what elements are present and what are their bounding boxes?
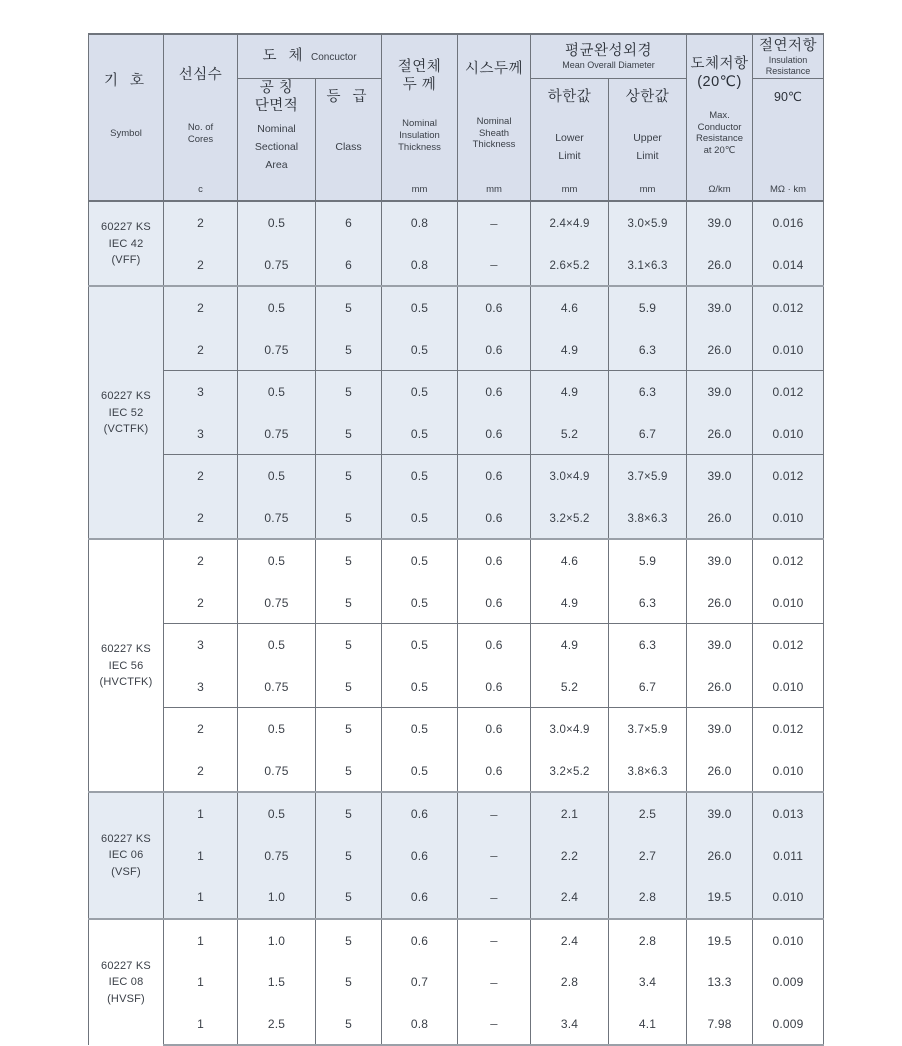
header-class: 등 급 bbox=[316, 79, 382, 116]
table-row bbox=[89, 539, 824, 582]
header-insulation-resistance-en-blank bbox=[753, 115, 824, 176]
cell-insulation-resistance: 0.012 bbox=[753, 624, 824, 666]
cell-upper-limit: 3.4 bbox=[609, 961, 687, 1003]
cell-lower-limit: 4.9 bbox=[531, 371, 609, 413]
cell-conductor-resistance: 26.0 bbox=[687, 582, 753, 624]
cell-class: 5 bbox=[316, 961, 382, 1003]
cell-class: 5 bbox=[316, 666, 382, 708]
cell-upper-limit: 3.8×6.3 bbox=[609, 497, 687, 540]
row-symbol-line: (VSF) bbox=[111, 865, 141, 878]
cell-conductor-resistance: 39.0 bbox=[687, 371, 753, 413]
row-symbol-line: (VFF) bbox=[111, 254, 141, 266]
row-symbol-line: (VCTFK) bbox=[103, 423, 149, 435]
header-upper-limit-en-text: Upper Limit bbox=[633, 131, 662, 162]
cell-nominal-sectional-area: 0.75 bbox=[238, 666, 316, 708]
header-lower-limit-en-text: Lower Limit bbox=[555, 131, 584, 162]
header-class-en: Class bbox=[316, 115, 382, 176]
cell-sheath-thickness: 0.6 bbox=[458, 497, 531, 540]
cell-sheath-thickness: – bbox=[458, 961, 531, 1003]
cell-lower-limit: 3.4 bbox=[531, 1003, 609, 1046]
cell-class: 5 bbox=[316, 582, 382, 624]
cell-sheath-thickness: – bbox=[458, 919, 531, 962]
header-conductor-resistance-en: Max. Conductor Resistance at 20℃ bbox=[696, 110, 744, 156]
table-row bbox=[89, 582, 824, 624]
cell-upper-limit: 3.7×5.9 bbox=[609, 455, 687, 497]
header-cores: 선심수 No. of Cores bbox=[164, 34, 238, 176]
unit-insulation-thickness: mm bbox=[382, 176, 458, 201]
cell-lower-limit: 2.4 bbox=[531, 919, 609, 962]
cell-insulation-resistance: 0.009 bbox=[753, 1003, 824, 1046]
cell-insulation-thickness: 0.6 bbox=[382, 835, 458, 877]
table-row bbox=[89, 244, 824, 287]
cell-cores: 3 bbox=[164, 413, 238, 455]
header-upper-limit: 상한값 bbox=[609, 79, 687, 116]
cell-cores: 3 bbox=[164, 371, 238, 413]
cell-cores: 2 bbox=[164, 244, 238, 287]
cell-lower-limit: 2.1 bbox=[531, 792, 609, 835]
cell-conductor-resistance: 26.0 bbox=[687, 497, 753, 540]
cell-upper-limit: 2.8 bbox=[609, 919, 687, 962]
cell-upper-limit: 6.7 bbox=[609, 666, 687, 708]
cell-conductor-resistance: 39.0 bbox=[687, 792, 753, 835]
table-row bbox=[89, 919, 824, 962]
header-conductor: 도 체 Concuctor bbox=[238, 34, 382, 79]
unit-class bbox=[316, 176, 382, 201]
cell-nominal-sectional-area: 0.5 bbox=[238, 201, 316, 244]
cell-lower-limit: 2.6×5.2 bbox=[531, 244, 609, 287]
cell-nominal-sectional-area: 0.5 bbox=[238, 624, 316, 666]
table-row bbox=[89, 286, 824, 329]
header-insulation-resistance-en: Insulation Resistance bbox=[765, 54, 811, 76]
header-symbol: 기 호 Symbol bbox=[89, 34, 164, 176]
row-symbol-line: 60227 KS bbox=[101, 390, 151, 402]
row-symbol bbox=[89, 919, 164, 1046]
cell-conductor-resistance: 39.0 bbox=[687, 455, 753, 497]
cell-insulation-resistance: 0.010 bbox=[753, 329, 824, 371]
cell-class: 5 bbox=[316, 624, 382, 666]
cell-nominal-sectional-area: 0.5 bbox=[238, 792, 316, 835]
cell-insulation-thickness: 0.8 bbox=[382, 1003, 458, 1046]
table-row bbox=[89, 497, 824, 540]
cell-insulation-resistance: 0.009 bbox=[753, 961, 824, 1003]
header-nominal-sectional-area-kr: 공 칭 단면적 bbox=[254, 80, 299, 115]
cell-cores: 3 bbox=[164, 624, 238, 666]
cell-conductor-resistance: 19.5 bbox=[687, 876, 753, 919]
cell-cores: 1 bbox=[164, 876, 238, 919]
cable-specification-table bbox=[88, 33, 824, 1046]
header-insulation-thickness-kr: 절연체 두 께 bbox=[397, 59, 442, 94]
cell-conductor-resistance: 7.98 bbox=[687, 1003, 753, 1046]
cell-nominal-sectional-area: 0.75 bbox=[238, 329, 316, 371]
cell-lower-limit: 2.4 bbox=[531, 876, 609, 919]
header-sheath-thickness: 시스두께 Nominal Sheath Thickness bbox=[458, 34, 531, 176]
cell-upper-limit: 6.3 bbox=[609, 624, 687, 666]
cell-sheath-thickness: – bbox=[458, 792, 531, 835]
cell-upper-limit: 6.3 bbox=[609, 582, 687, 624]
header-insulation-thickness-en: Nominal Insulation Thickness bbox=[398, 118, 441, 153]
unit-sheath-thickness: mm bbox=[458, 176, 531, 201]
cell-insulation-thickness: 0.5 bbox=[382, 750, 458, 793]
cell-cores: 2 bbox=[164, 329, 238, 371]
cell-lower-limit: 5.2 bbox=[531, 666, 609, 708]
cell-upper-limit: 6.7 bbox=[609, 413, 687, 455]
header-insulation-thickness bbox=[382, 34, 458, 176]
cell-sheath-thickness: – bbox=[458, 1003, 531, 1046]
cell-lower-limit: 4.9 bbox=[531, 329, 609, 371]
unit-symbol bbox=[89, 176, 164, 201]
header-cores-en: No. of Cores bbox=[187, 122, 214, 145]
cell-nominal-sectional-area: 0.5 bbox=[238, 539, 316, 582]
unit-conductor-resistance: Ω/km bbox=[687, 176, 753, 201]
row-symbol-line: IEC 42 bbox=[108, 237, 144, 250]
header-nominal-sectional-area bbox=[238, 79, 316, 116]
cell-class: 5 bbox=[316, 371, 382, 413]
cell-cores: 1 bbox=[164, 961, 238, 1003]
cell-lower-limit: 2.4×4.9 bbox=[531, 201, 609, 244]
cell-class: 5 bbox=[316, 919, 382, 962]
cell-sheath-thickness: 0.6 bbox=[458, 582, 531, 624]
unit-insulation-resistance: MΩ · km bbox=[753, 176, 824, 201]
cell-nominal-sectional-area: 0.5 bbox=[238, 286, 316, 329]
table-row bbox=[89, 666, 824, 708]
cell-nominal-sectional-area: 0.75 bbox=[238, 497, 316, 540]
table-row bbox=[89, 371, 824, 413]
cell-insulation-thickness: 0.7 bbox=[382, 961, 458, 1003]
table-row bbox=[89, 792, 824, 835]
cell-conductor-resistance: 26.0 bbox=[687, 666, 753, 708]
cell-conductor-resistance: 39.0 bbox=[687, 201, 753, 244]
cell-lower-limit: 4.6 bbox=[531, 286, 609, 329]
cell-insulation-resistance: 0.012 bbox=[753, 371, 824, 413]
cell-upper-limit: 3.0×5.9 bbox=[609, 201, 687, 244]
cell-class: 5 bbox=[316, 876, 382, 919]
table-row bbox=[89, 329, 824, 371]
cell-cores: 2 bbox=[164, 201, 238, 244]
cell-insulation-resistance: 0.012 bbox=[753, 708, 824, 750]
cell-insulation-resistance: 0.012 bbox=[753, 455, 824, 497]
cell-lower-limit: 4.6 bbox=[531, 539, 609, 582]
cell-lower-limit: 5.2 bbox=[531, 413, 609, 455]
row-symbol-line: IEC 06 bbox=[108, 849, 144, 862]
cell-sheath-thickness: – bbox=[458, 201, 531, 244]
cell-sheath-thickness: 0.6 bbox=[458, 413, 531, 455]
cell-insulation-resistance: 0.013 bbox=[753, 792, 824, 835]
cell-insulation-thickness: 0.5 bbox=[382, 455, 458, 497]
cell-class: 5 bbox=[316, 329, 382, 371]
cell-nominal-sectional-area: 0.75 bbox=[238, 835, 316, 877]
cell-nominal-sectional-area: 0.5 bbox=[238, 708, 316, 750]
cell-insulation-thickness: 0.5 bbox=[382, 371, 458, 413]
row-symbol bbox=[89, 792, 164, 919]
cell-lower-limit: 3.2×5.2 bbox=[531, 497, 609, 540]
cell-upper-limit: 2.7 bbox=[609, 835, 687, 877]
row-symbol-line: IEC 56 bbox=[108, 659, 144, 672]
cell-upper-limit: 3.1×6.3 bbox=[609, 244, 687, 287]
cell-lower-limit: 3.2×5.2 bbox=[531, 750, 609, 793]
header-area-en bbox=[238, 115, 316, 176]
cell-conductor-resistance: 26.0 bbox=[687, 750, 753, 793]
cell-class: 5 bbox=[316, 750, 382, 793]
cell-upper-limit: 5.9 bbox=[609, 286, 687, 329]
cell-sheath-thickness: 0.6 bbox=[458, 666, 531, 708]
cell-cores: 1 bbox=[164, 835, 238, 877]
cell-conductor-resistance: 39.0 bbox=[687, 624, 753, 666]
cell-cores: 2 bbox=[164, 708, 238, 750]
cell-sheath-thickness: 0.6 bbox=[458, 286, 531, 329]
cell-sheath-thickness: 0.6 bbox=[458, 708, 531, 750]
unit-area bbox=[238, 176, 316, 201]
cell-cores: 1 bbox=[164, 792, 238, 835]
cell-sheath-thickness: – bbox=[458, 835, 531, 877]
cell-upper-limit: 5.9 bbox=[609, 539, 687, 582]
cell-class: 5 bbox=[316, 708, 382, 750]
cell-insulation-thickness: 0.6 bbox=[382, 792, 458, 835]
row-symbol-line: 60227 KS bbox=[101, 643, 151, 655]
cell-conductor-resistance: 26.0 bbox=[687, 244, 753, 287]
cell-sheath-thickness: 0.6 bbox=[458, 539, 531, 582]
cell-class: 6 bbox=[316, 201, 382, 244]
row-symbol-line: 60227 KS bbox=[101, 221, 151, 233]
cell-class: 5 bbox=[316, 497, 382, 540]
cell-insulation-thickness: 0.5 bbox=[382, 497, 458, 540]
cell-insulation-thickness: 0.5 bbox=[382, 539, 458, 582]
cell-insulation-resistance: 0.011 bbox=[753, 835, 824, 877]
row-symbol-line: IEC 08 bbox=[108, 976, 144, 989]
table-row bbox=[89, 876, 824, 919]
header-mean-overall-diameter: 평균완성외경 Mean Overall Diameter bbox=[531, 34, 687, 79]
cell-class: 5 bbox=[316, 1003, 382, 1046]
cell-nominal-sectional-area: 0.75 bbox=[238, 413, 316, 455]
row-symbol bbox=[89, 286, 164, 539]
cell-insulation-resistance: 0.016 bbox=[753, 201, 824, 244]
cell-insulation-thickness: 0.5 bbox=[382, 708, 458, 750]
header-lower-limit-en bbox=[531, 115, 609, 176]
cell-cores: 2 bbox=[164, 750, 238, 793]
cell-nominal-sectional-area: 0.5 bbox=[238, 371, 316, 413]
table-row bbox=[89, 708, 824, 750]
cell-upper-limit: 3.8×6.3 bbox=[609, 750, 687, 793]
unit-upper-limit: mm bbox=[609, 176, 687, 201]
cell-insulation-resistance: 0.010 bbox=[753, 413, 824, 455]
table-row bbox=[89, 835, 824, 877]
cell-cores: 2 bbox=[164, 455, 238, 497]
cell-nominal-sectional-area: 0.75 bbox=[238, 750, 316, 793]
row-symbol-line: 60227 KS bbox=[101, 959, 151, 972]
cell-conductor-resistance: 19.5 bbox=[687, 919, 753, 962]
cell-insulation-resistance: 0.010 bbox=[753, 582, 824, 624]
cell-insulation-thickness: 0.8 bbox=[382, 201, 458, 244]
cell-lower-limit: 3.0×4.9 bbox=[531, 708, 609, 750]
cell-nominal-sectional-area: 2.5 bbox=[238, 1003, 316, 1046]
row-symbol-line: IEC 52 bbox=[108, 406, 144, 419]
cell-nominal-sectional-area: 1.0 bbox=[238, 876, 316, 919]
cell-nominal-sectional-area: 1.5 bbox=[238, 961, 316, 1003]
cell-class: 5 bbox=[316, 539, 382, 582]
cell-cores: 2 bbox=[164, 582, 238, 624]
cell-class: 5 bbox=[316, 835, 382, 877]
cell-insulation-resistance: 0.010 bbox=[753, 497, 824, 540]
cell-lower-limit: 4.9 bbox=[531, 624, 609, 666]
cell-insulation-thickness: 0.5 bbox=[382, 582, 458, 624]
cell-insulation-resistance: 0.010 bbox=[753, 876, 824, 919]
cell-insulation-thickness: 0.6 bbox=[382, 919, 458, 962]
cell-conductor-resistance: 26.0 bbox=[687, 835, 753, 877]
unit-lower-limit: mm bbox=[531, 176, 609, 201]
header-lower-limit: 하한값 bbox=[531, 79, 609, 116]
cell-sheath-thickness: 0.6 bbox=[458, 624, 531, 666]
header-insulation-resistance: 절연저항 Insulation Resistance bbox=[753, 34, 824, 79]
cell-insulation-thickness: 0.5 bbox=[382, 286, 458, 329]
cell-class: 6 bbox=[316, 244, 382, 287]
cell-cores: 3 bbox=[164, 666, 238, 708]
cell-conductor-resistance: 26.0 bbox=[687, 413, 753, 455]
cell-lower-limit: 4.9 bbox=[531, 582, 609, 624]
cell-lower-limit: 2.2 bbox=[531, 835, 609, 877]
table-row bbox=[89, 201, 824, 244]
cell-sheath-thickness: – bbox=[458, 876, 531, 919]
table-body bbox=[89, 201, 824, 1045]
cell-insulation-thickness: 0.5 bbox=[382, 329, 458, 371]
header-upper-limit-en bbox=[609, 115, 687, 176]
header-insulation-resistance-temp: 90℃ bbox=[753, 79, 824, 116]
cell-insulation-thickness: 0.6 bbox=[382, 876, 458, 919]
cell-nominal-sectional-area: 0.75 bbox=[238, 582, 316, 624]
cell-conductor-resistance: 13.3 bbox=[687, 961, 753, 1003]
cell-insulation-thickness: 0.5 bbox=[382, 666, 458, 708]
cell-insulation-thickness: 0.5 bbox=[382, 624, 458, 666]
table-row bbox=[89, 455, 824, 497]
cell-insulation-resistance: 0.010 bbox=[753, 750, 824, 793]
cell-class: 5 bbox=[316, 413, 382, 455]
cell-upper-limit: 6.3 bbox=[609, 371, 687, 413]
cell-class: 5 bbox=[316, 792, 382, 835]
cell-class: 5 bbox=[316, 286, 382, 329]
cell-nominal-sectional-area: 0.75 bbox=[238, 244, 316, 287]
cell-insulation-thickness: 0.8 bbox=[382, 244, 458, 287]
row-symbol-line: 60227 KS bbox=[101, 832, 151, 845]
cell-conductor-resistance: 26.0 bbox=[687, 329, 753, 371]
table-row bbox=[89, 413, 824, 455]
cell-cores: 1 bbox=[164, 1003, 238, 1046]
cell-lower-limit: 2.8 bbox=[531, 961, 609, 1003]
table-row bbox=[89, 624, 824, 666]
row-symbol bbox=[89, 539, 164, 792]
row-symbol-line: (HVSF) bbox=[107, 992, 145, 1005]
cell-nominal-sectional-area: 0.5 bbox=[238, 455, 316, 497]
cell-insulation-resistance: 0.012 bbox=[753, 539, 824, 582]
cell-sheath-thickness: 0.6 bbox=[458, 329, 531, 371]
cell-conductor-resistance: 39.0 bbox=[687, 539, 753, 582]
unit-cores: c bbox=[164, 176, 238, 201]
cell-cores: 2 bbox=[164, 539, 238, 582]
header-conductor-resistance: 도체저항 (20℃) Max. Conductor Resistance at 20℃ bbox=[687, 34, 753, 176]
cell-insulation-resistance: 0.012 bbox=[753, 286, 824, 329]
table-header bbox=[89, 34, 824, 201]
cell-upper-limit: 2.8 bbox=[609, 876, 687, 919]
cell-sheath-thickness: 0.6 bbox=[458, 371, 531, 413]
cell-upper-limit: 4.1 bbox=[609, 1003, 687, 1046]
cell-lower-limit: 3.0×4.9 bbox=[531, 455, 609, 497]
cell-cores: 2 bbox=[164, 286, 238, 329]
header-area-en-text: Nominal Sectional Area bbox=[254, 122, 299, 171]
cell-insulation-resistance: 0.014 bbox=[753, 244, 824, 287]
table-row bbox=[89, 750, 824, 793]
cell-sheath-thickness: – bbox=[458, 244, 531, 287]
cell-class: 5 bbox=[316, 455, 382, 497]
row-symbol-line: (HVCTFK) bbox=[99, 676, 153, 688]
cell-sheath-thickness: 0.6 bbox=[458, 750, 531, 793]
cell-cores: 1 bbox=[164, 919, 238, 962]
cell-sheath-thickness: 0.6 bbox=[458, 455, 531, 497]
cell-conductor-resistance: 39.0 bbox=[687, 708, 753, 750]
cell-upper-limit: 3.7×5.9 bbox=[609, 708, 687, 750]
row-symbol bbox=[89, 201, 164, 286]
cell-upper-limit: 2.5 bbox=[609, 792, 687, 835]
table-row bbox=[89, 1003, 824, 1046]
cell-upper-limit: 6.3 bbox=[609, 329, 687, 371]
cell-insulation-thickness: 0.5 bbox=[382, 413, 458, 455]
header-sheath-thickness-en: Nominal Sheath Thickness bbox=[472, 116, 516, 151]
cell-cores: 2 bbox=[164, 497, 238, 540]
cell-insulation-resistance: 0.010 bbox=[753, 919, 824, 962]
cell-nominal-sectional-area: 1.0 bbox=[238, 919, 316, 962]
table-row bbox=[89, 961, 824, 1003]
cell-conductor-resistance: 39.0 bbox=[687, 286, 753, 329]
cell-insulation-resistance: 0.010 bbox=[753, 666, 824, 708]
